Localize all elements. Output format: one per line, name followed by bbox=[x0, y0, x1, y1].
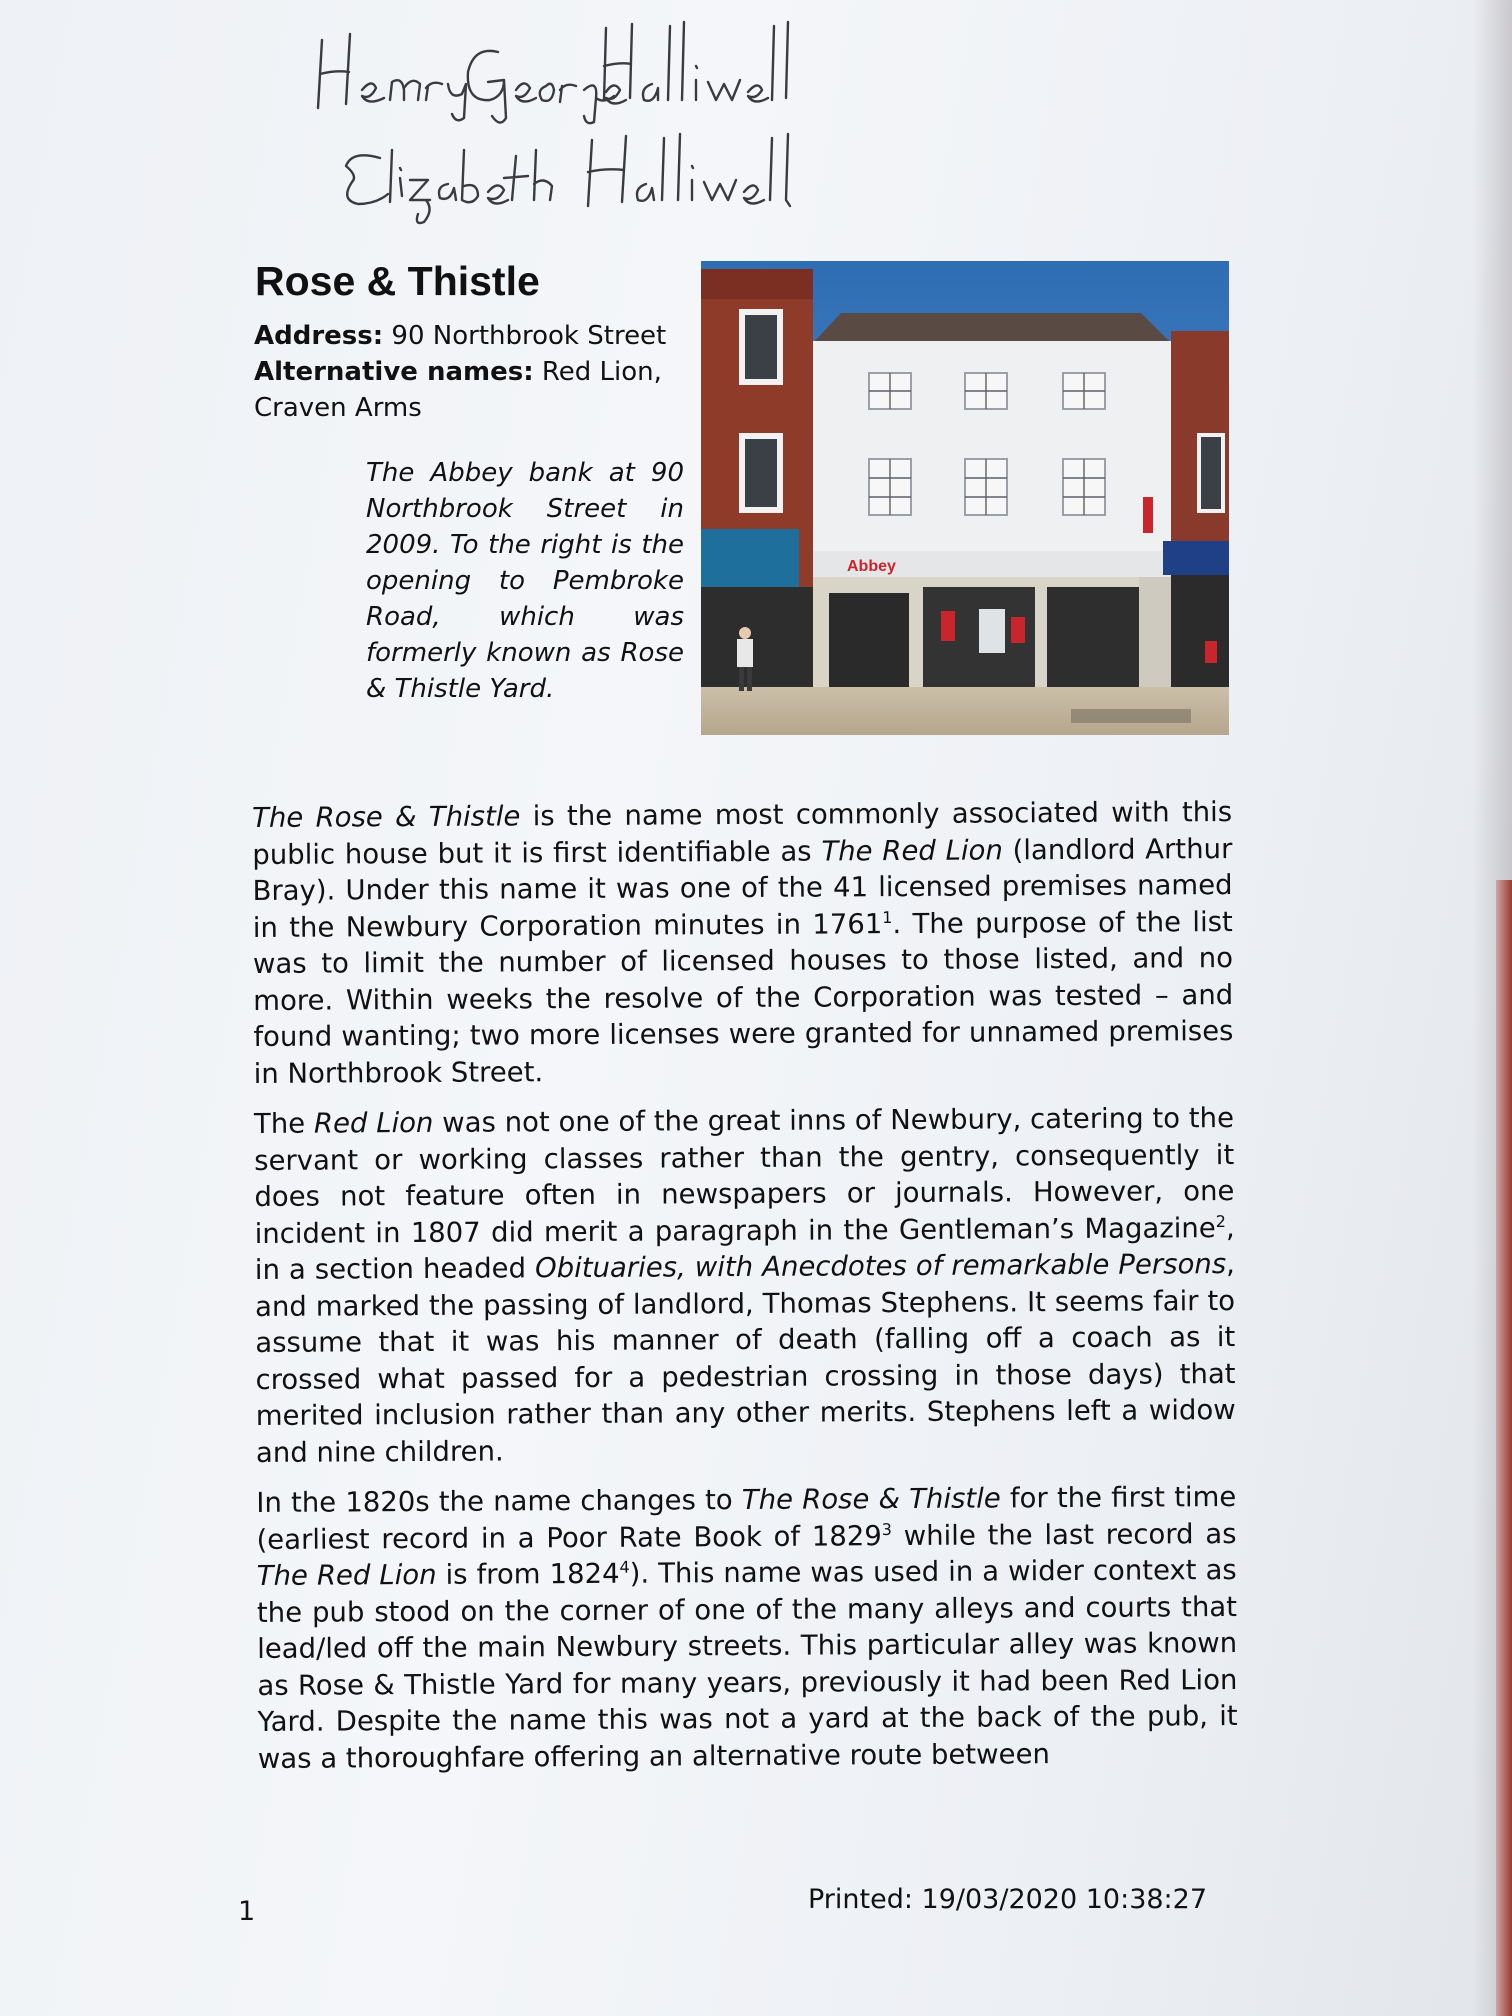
address-label: Address: bbox=[254, 321, 384, 351]
text-run: (landlord Arthur Bray). Under this name it was one of the 41 licensed premises named in the Newbury Corporation minutes in 1761 bbox=[252, 832, 1233, 944]
page-number: 1 bbox=[238, 1896, 256, 1927]
text-run: The bbox=[253, 1107, 315, 1140]
footnote-ref: 2 bbox=[1215, 1211, 1226, 1231]
background-surface bbox=[1496, 880, 1512, 2016]
italic-text: Red Lion bbox=[313, 1106, 434, 1140]
alt-names-label: Alternative names: bbox=[254, 357, 534, 387]
paragraph bbox=[252, 794, 1234, 1092]
handwritten-signature bbox=[0, 0, 1512, 230]
text-run: ). This name was used in a wider context as the pub stood on the corner of one of the many alleys and courts that lead/led off the main Newbury streets. This particular alley was known as Rose & Thistle Yard for many years, previously it had been Red Lion Yard. Despite the name this was not a yard at the back of the pub, it was a thoroughfare offering an alternative route between bbox=[256, 1553, 1238, 1775]
text-run: , and marked the passing of landlord, Thomas Stephens. It seems fair to assume that it was his manner of death (falling off a coach as it crossed what passed for a pedestrian crossing in those days) that merited inclusion rather than any other merits. Stephens left a widow and nine children. bbox=[254, 1248, 1236, 1469]
footnote-ref: 3 bbox=[881, 1519, 892, 1539]
text-run: is the name most commonly associated with this public house but it is first identifiable as bbox=[252, 796, 1233, 871]
italic-text: Obituaries, with Anecdotes of remarkable Persons bbox=[534, 1248, 1227, 1285]
paragraph bbox=[254, 1100, 1236, 1471]
italic-text: The Rose & Thistle bbox=[741, 1482, 1001, 1517]
footnote-ref: 4 bbox=[619, 1557, 630, 1577]
text-run: is from 1824 bbox=[436, 1557, 620, 1591]
italic-text: The Red Lion bbox=[821, 833, 1003, 868]
address-value: 90 Northbrook Street bbox=[391, 321, 667, 351]
text-run: for the first time (earliest record in a Poor Rate Book of 1829 bbox=[256, 1481, 1237, 1556]
text-run: In the 1820s the name changes to bbox=[256, 1484, 742, 1519]
italic-text: The Rose & Thistle bbox=[252, 800, 521, 834]
alt-names-line bbox=[254, 354, 684, 426]
italic-text: The Red Lion bbox=[256, 1558, 437, 1592]
page-title: Rose & Thistle bbox=[255, 258, 540, 304]
printed-timestamp: Printed: 19/03/2020 10:38:27 bbox=[808, 1884, 1208, 1915]
body-text bbox=[252, 794, 1238, 1791]
building-photo bbox=[701, 261, 1229, 735]
footnote-ref: 1 bbox=[882, 907, 893, 927]
address-line bbox=[254, 318, 684, 354]
text-run: , in a section headed bbox=[254, 1211, 1235, 1286]
text-run: while the last record as bbox=[891, 1517, 1237, 1552]
paragraph bbox=[256, 1479, 1238, 1777]
pub-details bbox=[254, 318, 684, 426]
text-run: . The purpose of the list was to limit the number of licensed houses to those listed, and no more. Within weeks the resolve of the Corporation was tested – and found wanting; two more licenses were granted for unnamed premises in Northbrook Street. bbox=[252, 905, 1234, 1090]
abbey-sign: Abbey bbox=[847, 558, 896, 575]
photo-caption: The Abbey bank at 90 Northbrook Street in 2009. To the right is the opening to Pembroke Road, which was formerly known as Rose & Thistle Yard. bbox=[366, 458, 684, 704]
alt-names-value: Red Lion, Craven Arms bbox=[254, 357, 662, 423]
text-run: was not one of the great inns of Newbury, catering to the servant or working classes rather than the gentry, consequently it does not feature often in newspapers or journals. However, one incident in 1807 did merit a paragraph in the Gentleman’s Magazine bbox=[254, 1102, 1235, 1250]
